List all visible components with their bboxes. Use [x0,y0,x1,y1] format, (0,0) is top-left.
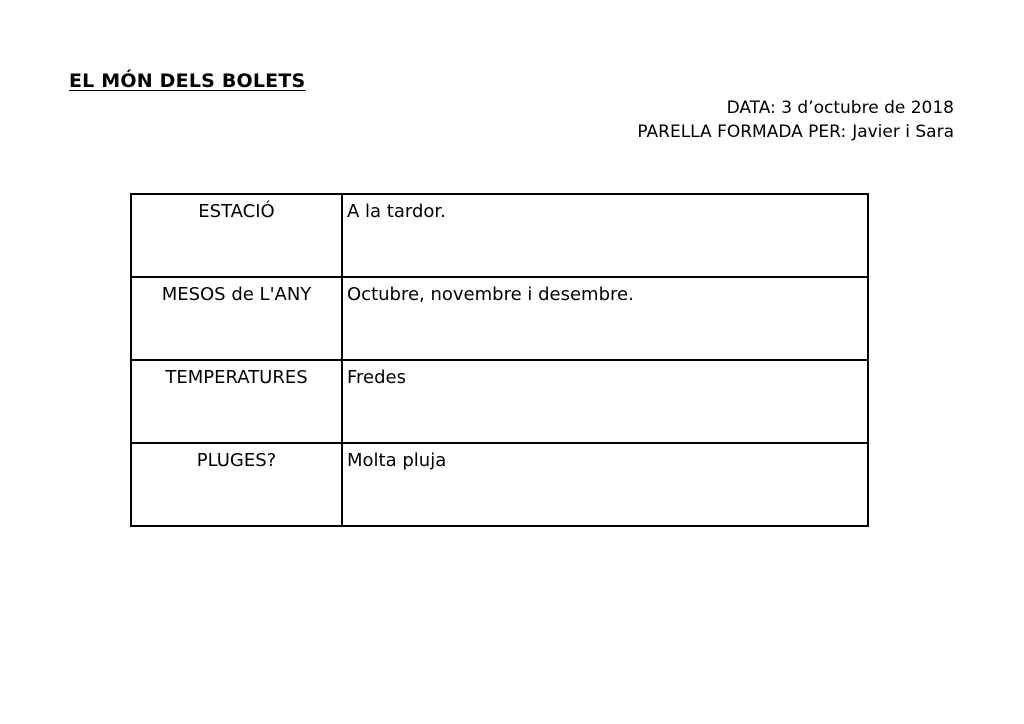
row-label-months: MESOS de L'ANY [131,277,342,360]
mushroom-info-table [130,193,869,527]
date-line: DATA: 3 d’octubre de 2018 [726,98,954,118]
row-value-season: A la tardor. [342,194,868,277]
row-value-rain: Molta pluja [342,443,868,526]
row-value-temperatures: Fredes [342,360,868,443]
pair-names: Javier i Sara [852,122,954,142]
table-row [131,360,868,443]
pair-line [637,120,954,144]
document-title: EL MÓN DELS BOLETS [69,70,306,92]
table-row [131,443,868,526]
row-label-rain: PLUGES? [131,443,342,526]
document-meta [637,96,954,144]
row-value-months: Octubre, novembre i desembre. [342,277,868,360]
row-label-temperatures: TEMPERATURES [131,360,342,443]
table-row [131,277,868,360]
row-label-season: ESTACIÓ [131,194,342,277]
table-row [131,194,868,277]
pair-label: PARELLA FORMADA PER: [637,122,847,142]
